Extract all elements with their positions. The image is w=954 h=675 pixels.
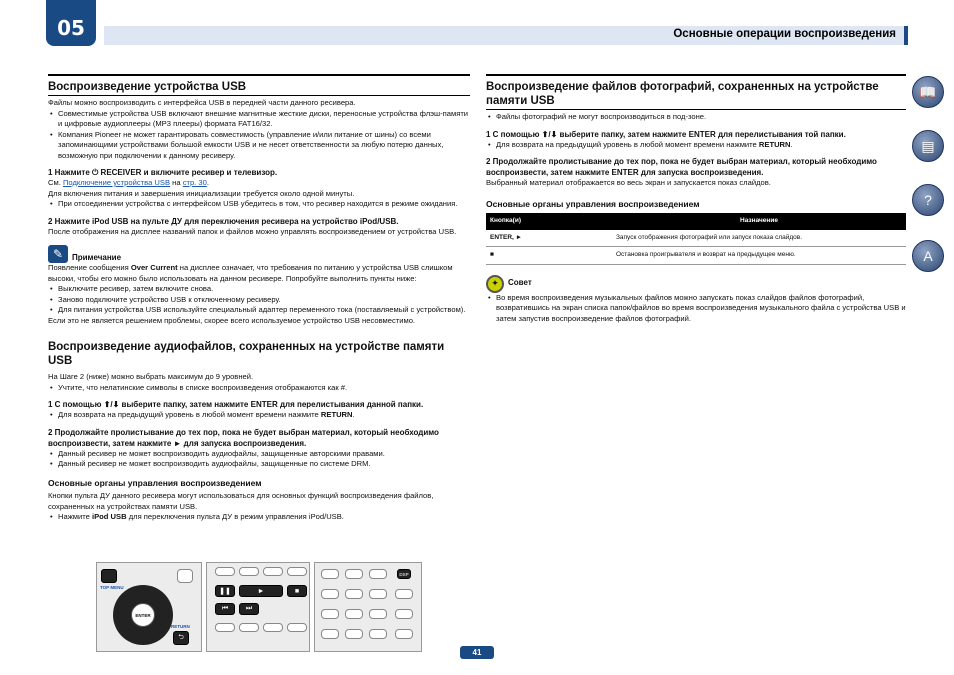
list-item: • Нажмите iPod USB для переключения пульта ДУ в режим управления iPod/USB. [48,512,470,523]
stop-button: ■ [287,585,307,597]
prev-button: ⏮ [215,603,235,615]
photo-step-2-text: Выбранный материал отображается во весь экран и запускается показ слайдов. [486,178,771,187]
list-item: • Выключите ресивер, затем включите снова. [48,284,470,295]
left-column [48,74,470,523]
top-menu-label: TOP MENU [100,585,124,590]
remote-button [345,609,363,619]
column-header: Назначение [612,213,906,230]
remote-button [321,569,339,579]
page-number: 41 [460,646,494,659]
remote-button [345,629,363,639]
list-item: • Для питания устройства USB используйте специальный адаптер переменного тока (поставляемый с устройством). [48,305,470,316]
remote-button [263,567,283,576]
book-contents-icon[interactable]: 📖 [912,76,944,108]
remote-button [287,623,307,632]
remote-button [321,609,339,619]
table-header-row [486,213,906,230]
note-label: Примечание [72,252,122,262]
audio-step-2: 2 Продолжайте пролистывание до тех пор, пока не будет выбран материал, который необходимо воспроизвести, затем нажмите ► для запуска воспроизведения. [48,427,439,448]
remote-control-illustration [96,562,426,652]
remote-panel-functions [314,562,422,652]
table-row [486,230,906,247]
list-item: • Для возврата на предыдущий уровень в любой момент времени нажмите RETURN. [48,410,470,421]
remote-button [321,629,339,639]
list-item: • Файлы фотографий не могут воспроизводиться в под-зоне. [486,112,906,123]
pencil-note-icon: ✎ [48,245,68,263]
index-glossary-icon[interactable]: A [912,240,944,272]
list-item: • Данный ресивер не может воспроизводить аудиофайлы, защищенные авторскими правами. [48,449,470,460]
photo-step-2: 2 Продолжайте пролистывание до тех пор, пока не будет выбран материал, который необходимо воспроизвести, затем нажмите ENTER для запуска воспроизведения. [486,157,877,177]
remote-button [215,567,235,576]
remote-button [369,569,387,579]
remote-button [395,629,413,639]
controls-text: Кнопки пульта ДУ данного ресивера могут использоваться для основных функций воспроизведения файлов, сохраненных на устройствах памяти USB. [48,491,434,511]
lightbulb-tip-icon: ✦ [486,275,504,293]
usb-bullets [48,109,470,162]
step-2-text: После отображения на дисплее названий папок и файлов можно управлять воспроизведением от устройства USB. [48,226,457,236]
remote-button [345,589,363,599]
remote-panel-navigation [96,562,202,652]
usb-playback-title: Воспроизведение устройства USB [48,74,470,94]
audio-intro: На Шаге 2 (ниже) можно выбрать максимум до 9 уровней. [48,372,254,381]
remote-button [239,567,259,576]
usb-connection-link[interactable]: Подключение устройства USB [62,178,171,187]
table-row [486,247,906,265]
list-item: • Компания Pioneer не может гарантировать совместимость (управление и/или питание от шины) со всеми запоминающими устройствами большой емкости USB и не несет ответственности за любую потерю данных, возможную при подключении к данному ресиверу. [48,130,470,162]
list-item: • Учтите, что нелатинские символы в списке воспроизведения отображаются как #. [48,383,470,394]
right-column [486,74,906,324]
tip-header [486,275,906,293]
list-item: • Совместимые устройства USB включают внешние магнитные жесткие диски, переносные устройства флэш-памяти и цифровые аудиоплееры (MP3 плееры) формата FAT16/32. [48,109,470,130]
remote-button [263,623,283,632]
chapter-number: 05 [46,0,96,46]
return-label: RETURN [171,624,190,629]
note-header [48,245,470,263]
chapter-title: Основные операции воспроизведения [673,28,896,40]
page-30-link[interactable]: стр. 30 [182,178,207,187]
controls-title: Основные органы управления воспроизведением [48,477,262,488]
dsp-button: DSP [397,569,411,579]
table-cell-value: Остановка проигрывателя и возврат на предыдущее меню. [612,247,906,265]
remote-button [369,629,387,639]
remote-button [345,569,363,579]
remote-button [177,569,193,583]
list-item: • Данный ресивер не может воспроизводить аудиофайлы, защищенные по системе DRM. [48,459,470,470]
photo-step-1: 1 С помощью ⬆/⬇ выберите папку, затем нажмите ENTER для перелистывания той папки. [486,129,846,139]
controls-table [486,213,906,265]
remote-button [215,623,235,632]
remote-button [321,589,339,599]
step-2: 2 Нажмите iPod USB на пульте ДУ для переключения ресивера на устройство iPod/USB. [48,216,399,226]
remote-button [239,623,259,632]
remote-button [287,567,307,576]
tip-label: Совет [508,278,532,288]
remote-panel-transport [206,562,310,652]
chapter-header-bar [104,26,908,45]
note-text: Появление сообщения Over Current на дисплее означает, что требования по питанию у устройства USB слишком высоки, чтобы его можно было использовать на данном ресивере. Попробуйте выполнить пункты ниже: [48,263,453,283]
audio-section-title: Воспроизведение аудиофайлов, сохраненных на устройстве памяти USB [48,341,445,367]
note-end: Если это не является решением проблемы, скорее всего используемое устройство USB несовместимо. [48,315,416,325]
return-button: ⮌ [173,631,189,645]
table-cell-value: Запуск отображения фотографий или запуск показа слайдов. [612,230,906,247]
step-1-text: Для включения питания и завершения инициализации требуется около одной минуты. [48,188,355,198]
top-menu-button [101,569,117,583]
enter-button: ENTER [131,603,155,627]
step-1-see: См. Подключение устройства USB на стр. 30. [48,178,209,187]
table-cell-key: ■ [486,247,612,265]
remote-button [395,609,413,619]
next-button: ⏭ [239,603,259,615]
photo-controls-title: Основные органы управления воспроизведением [486,198,700,209]
help-question-icon[interactable]: ? [912,184,944,216]
list-item: • Во время воспроизведения музыкальных файлов можно запускать показ слайдов файлов фотографий, возвратившись на экран списка папок/файлов во время воспроизведения музыкального файла с устройства USB и затем запустив воспроизведение файлов фотографий. [486,293,906,325]
audio-step-1: 1 С помощью ⬆/⬇ выберите папку, затем нажмите ENTER для перелистывания данной папки. [48,400,424,409]
remote-button [369,609,387,619]
table-cell-key: ENTER, ► [486,230,612,247]
remote-control-icon[interactable]: ▤ [912,130,944,162]
usb-intro: Файлы можно воспроизводить с интерфейса USB в передней части данного ресивера. [48,98,356,107]
play-button: ► [239,585,283,597]
remote-button [395,589,413,599]
pause-button: ❚❚ [215,585,235,597]
photo-section-title: Воспроизведение файлов фотографий, сохраненных на устройстве памяти USB [486,74,906,108]
column-header: Кнопка(и) [486,213,612,230]
list-item: • Заново подключите устройство USB к отключенному ресиверу. [48,295,470,306]
step-1: 1 Нажмите ⏻ RECEIVER и включите ресивер и телевизор. [48,168,278,177]
list-item: • Для возврата на предыдущий уровень в любой момент времени нажмите RETURN. [486,140,906,151]
list-item: • При отсоединении устройства с интерфейсом USB убедитесь в том, что ресивер находится в режиме ожидания. [48,199,470,210]
remote-button [369,589,387,599]
